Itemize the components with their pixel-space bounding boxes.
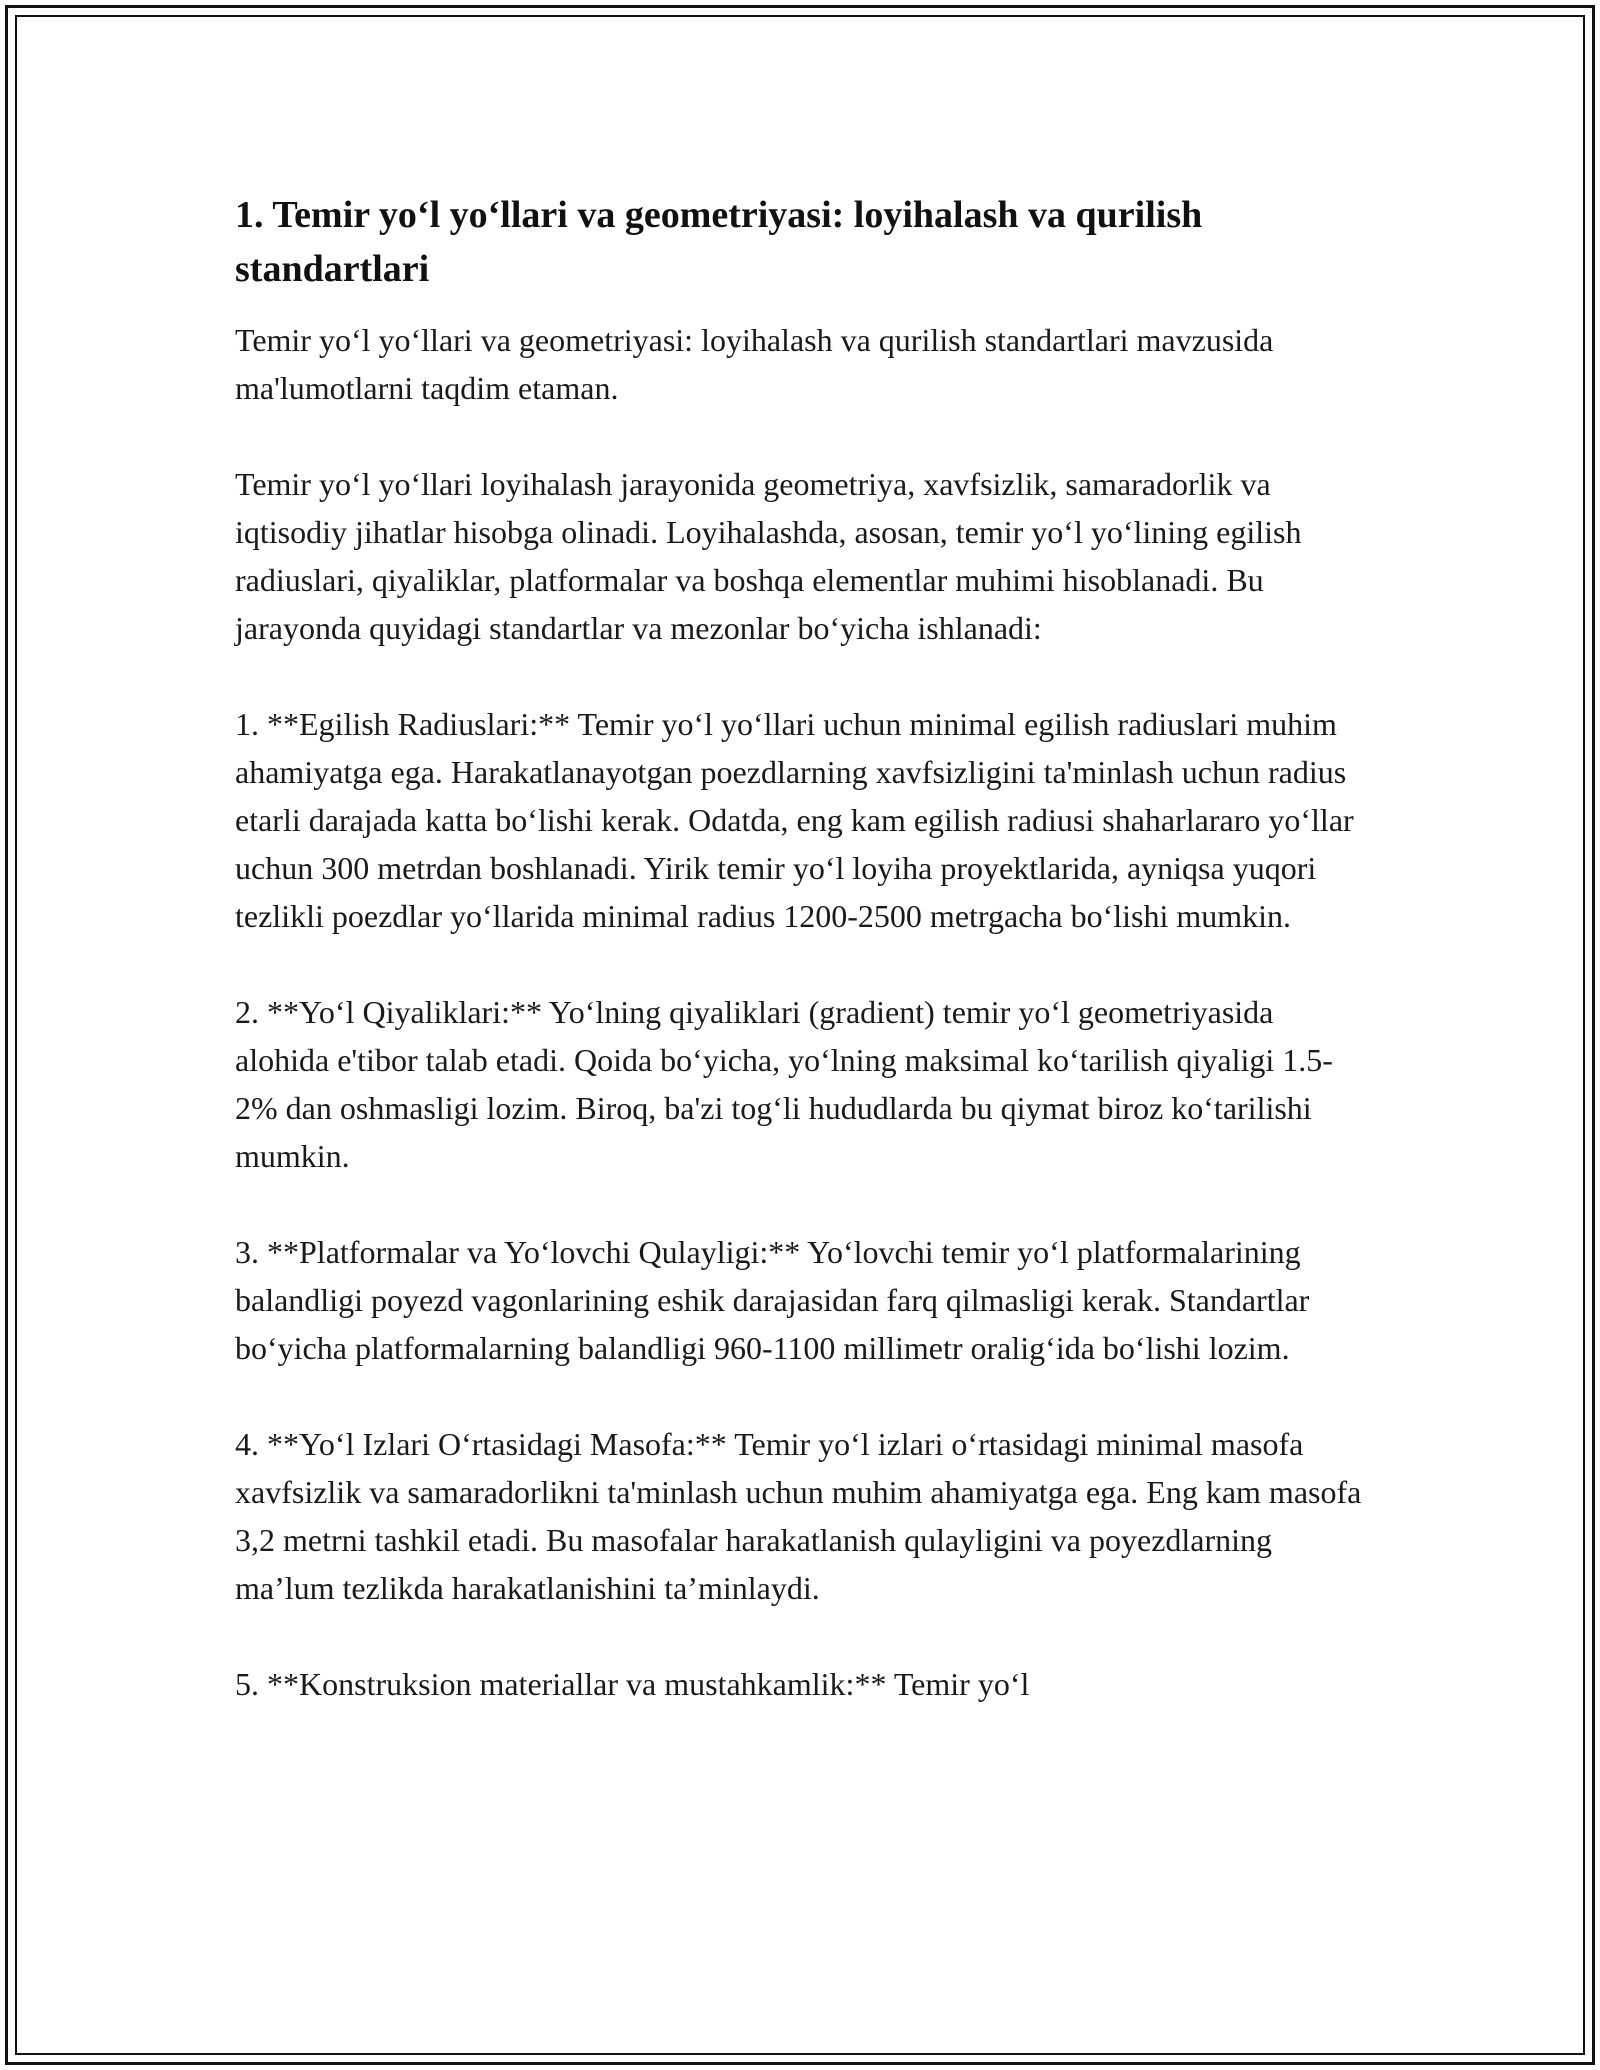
document-body [235,188,1365,1708]
paragraph-gradients: 2. **Yo‘l Qiyaliklari:** Yo‘lning qiyaliklari (gradient) temir yo‘l geometriyasida alohida e'tibor talab etadi. Qoida bo‘yicha, yo‘lning maksimal ko‘tarilish qiyaligi 1.5-2% dan oshmasligi lozim. Biroq, ba'zi tog‘li hududlarda bu qiymat biroz ko‘tarilishi mumkin. [235,994,1333,1174]
paragraph-materials: 5. **Konstruksion materiallar va mustahkamlik:** Temir yo‘l [235,1666,1030,1702]
paragraph-overview: Temir yo‘l yo‘llari loyihalash jarayonida geometriya, xavfsizlik, samaradorlik va iqtisodiy jihatlar hisobga olinadi. Loyihalashda, asosan, temir yo‘l yo‘lining egilish radiuslari, qiyaliklar, platformalar va boshqa elementlar muhimi hisoblanadi. Bu jarayonda quyidagi standartlar va mezonlar bo‘yicha ishlanadi: [235,466,1302,646]
paragraph-track-spacing: 4. **Yo‘l Izlari O‘rtasidagi Masofa:** Temir yo‘l izlari o‘rtasidagi minimal masofa xavfsizlik va samaradorlikni ta'minlash uchun muhim ahamiyatga ega. Eng kam masofa 3,2 metrni tashkil etadi. Bu masofalar harakatlanish qulayligini va poyezdlarning ma’lum tezlikda harakatlanishini ta’minlaydi. [235,1426,1362,1606]
paragraph-curve-radius: 1. **Egilish Radiuslari:** Temir yo‘l yo‘llari uchun minimal egilish radiuslari muhim ahamiyatga ega. Harakatlanayotgan poezdlarning xavfsizligini ta'minlash uchun radius etarli darajada katta bo‘lishi kerak. Odatda, eng kam egilish radiusi shaharlararo yo‘llar uchun 300 metrdan boshlanadi. Yirik temir yo‘l loyiha proyektlarida, ayniqsa yuqori tezlikli poezdlar yo‘llarida minimal radius 1200-2500 metrgacha bo‘lishi mumkin. [235,706,1354,934]
paragraph-intro: Temir yo‘l yo‘llari va geometriyasi: loyihalash va qurilish standartlari mavzusida ma'lumotlarni taqdim etaman. [235,322,1274,406]
paragraph-platforms: 3. **Platformalar va Yo‘lovchi Qulayligi:** Yo‘lovchi temir yo‘l platformalarining balandligi poyezd vagonlarining eshik darajasidan farq qilmasligi kerak. Standartlar bo‘yicha platformalarning balandligi 960-1100 millimetr oralig‘ida bo‘lishi lozim. [235,1234,1310,1366]
document-title: 1. Temir yo‘l yo‘llari va geometriyasi: loyihalash va qurilish standartlari [235,194,1203,290]
